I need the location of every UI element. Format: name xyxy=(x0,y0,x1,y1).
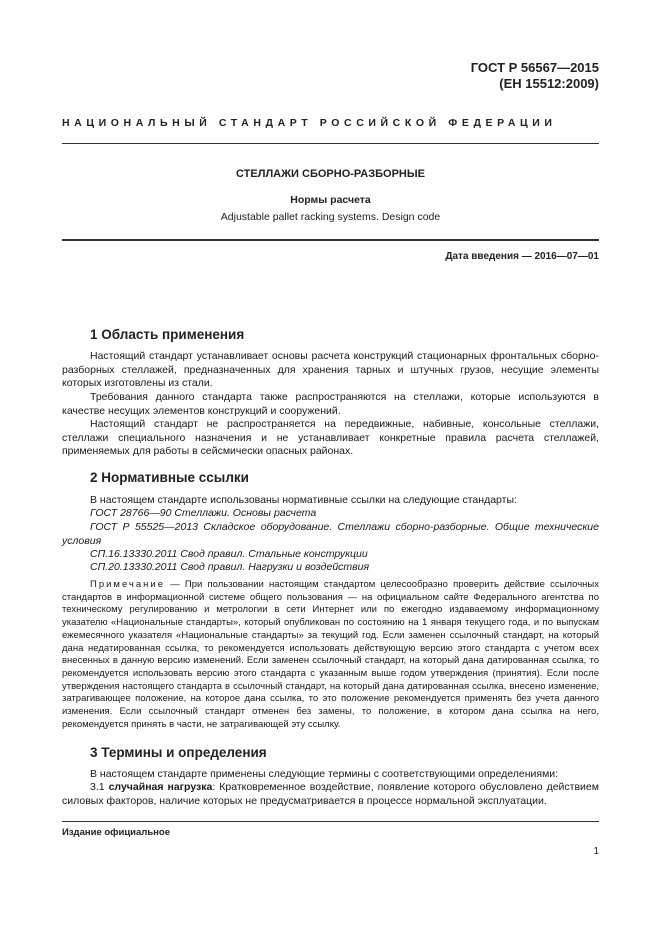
section-2-intro: В настоящем стандарте использованы нормативные ссылки на следующие стандарты: xyxy=(90,494,517,506)
section-3-heading: 3 Термины и определения xyxy=(90,745,267,760)
divider-title xyxy=(62,239,599,241)
note-label: Примечание xyxy=(90,579,165,590)
section-3-intro: В настоящем стандарте применены следующие термины с соответствующими определениями: xyxy=(90,768,559,780)
standard-code-en: (ЕН 15512:2009) xyxy=(499,76,599,91)
reference-4: СП.20.13330.2011 Свод правил. Нагрузки и воздействия xyxy=(90,561,370,573)
section-2-heading: 2 Нормативные ссылки xyxy=(90,470,249,485)
reference-3: СП.16.13330.2011 Свод правил. Стальные конструкции xyxy=(90,548,368,560)
section-1-paragraph-2: Требования данного стандарта также распространяются на стеллажи, которые используются в качестве несущих элементов конструкций и сооружений. xyxy=(62,391,599,417)
term-number: 3.1 xyxy=(90,781,109,793)
term-definition: : Кратковременное воздействие, появление которого обусловлено действием силовых факторов, наличие которых не предусматривается в процессе нормальной эксплуатации. xyxy=(62,781,599,807)
section-1-heading: 1 Область применения xyxy=(90,327,245,342)
note-text: — При пользовании настоящим стандартом целесообразно проверить действие ссылочных стандартов в информационной системе общего пользования — на официальном сайте Федерального агентства по техническому регулированию и метрологии в сети Интернет или по ежегодно издаваемому информационному указателю «Национальные стандарты», который опубликован по состоянию на 1 января текущего года, и по выпускам ежемесячного указателя «Национальные стандарты» за текущий год. Если заменен ссылочный стандарт, на который дана недатированная ссылка, то рекомендуется использовать действующую версию этого стандарта с учетом всех внесенных в данную версию изменений. Если заменен ссылочный стандарт, на который дана датированная ссылка, то рекомендуется использовать версию этого стандарта с указанным выше годом утверждения (принятия). Если после утверждения настоящего стандарта в ссылочный стандарт, на который дана датированная ссылка, внесено изменение, затрагивающее положение, на которое дана ссылка, то это положение рекомендуется применять без учета данного изменения. Если ссылочный стандарт отменен без замены, то положение, в котором дана ссылка на него, рекомендуется принять в части, не затрагивающей эту ссылку. xyxy=(62,579,599,730)
standard-code xyxy=(471,60,599,92)
document-title: СТЕЛЛАЖИ СБОРНО-РАЗБОРНЫЕ xyxy=(236,168,425,180)
standard-code-ru: ГОСТ Р 56567—2015 xyxy=(470,60,599,75)
page-number: 1 xyxy=(593,846,599,857)
introduction-date: Дата введения — 2016—07—01 xyxy=(445,251,599,262)
divider-top xyxy=(62,143,599,144)
note-paragraph xyxy=(62,579,599,731)
document-subtitle: Нормы расчета xyxy=(290,194,371,206)
reference-2: ГОСТ Р 55525—2013 Складское оборудование. Стеллажи сборно-разборные. Общие технические условия xyxy=(62,521,599,547)
section-1-paragraph-3: Настоящий стандарт не распространяется на передвижные, набивные, консольные стеллажи, стеллажи специального назначения и не устанавливает конкретные правила расчета стеллажей, применяемых для работы в сейсмически опасных районах. xyxy=(62,418,599,458)
document-title-en: Adjustable pallet racking systems. Design code xyxy=(220,211,441,223)
edition-label: Издание официальное xyxy=(62,827,170,838)
term-3-1 xyxy=(62,781,599,808)
national-standard-banner: НАЦИОНАЛЬНЫЙ СТАНДАРТ РОССИЙСКОЙ ФЕДЕРАЦИИ xyxy=(62,117,557,129)
divider-footer xyxy=(62,821,599,822)
term-name: случайная нагрузка xyxy=(108,781,213,793)
reference-1: ГОСТ 28766—90 Стеллажи. Основы расчета xyxy=(90,507,317,519)
section-1-paragraph-1: Настоящий стандарт устанавливает основы расчета конструкций стационарных фронтальных сборно-разборных стеллажей, предназначенных для хранения тарных и штучных грузов, несущие элементы которых изготовлены из стали. xyxy=(62,350,599,390)
